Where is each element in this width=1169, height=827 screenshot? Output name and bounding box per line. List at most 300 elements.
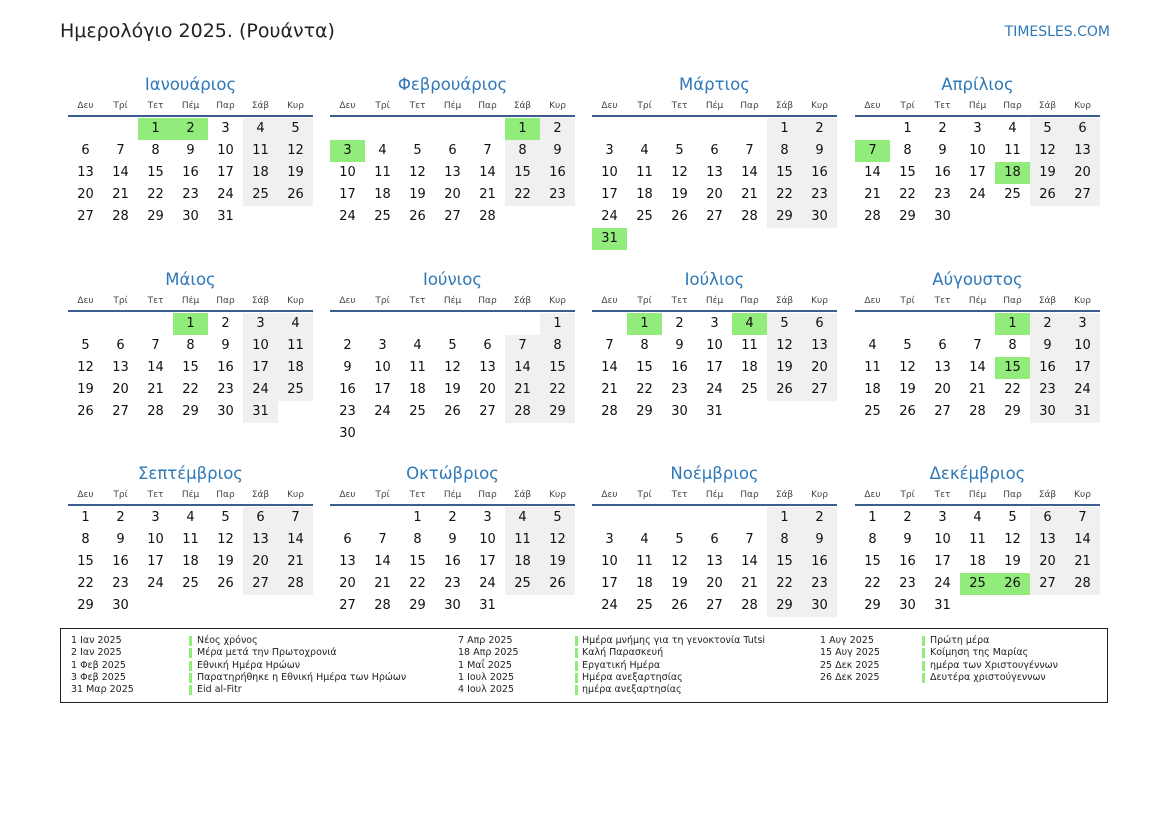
day-cell: 26: [540, 573, 575, 595]
day-cell: 3: [330, 140, 365, 162]
day-cell: 11: [636, 554, 653, 569]
legend-item: [820, 647, 1090, 659]
weekday-label: Τετ: [934, 296, 951, 306]
day-cell: 14: [741, 554, 758, 569]
day-cell: 1: [767, 507, 802, 529]
day-cell: 26: [444, 404, 461, 419]
weekday-label: Πέμ: [443, 101, 462, 111]
day-cell: 5: [413, 143, 422, 158]
day-cell: 12: [77, 360, 94, 375]
day-cell: 9: [116, 532, 125, 547]
day-cell: 4: [868, 338, 877, 353]
day-cell: 29: [767, 206, 802, 228]
day-cell: 12: [671, 165, 688, 180]
day-cell: 2: [540, 118, 575, 140]
day-cell: 9: [938, 143, 947, 158]
empty-cell: [330, 313, 365, 335]
empty-cell: [802, 401, 837, 423]
weekday-header: [592, 486, 837, 504]
day-cell: 27: [1030, 573, 1065, 595]
header-rule: [330, 115, 575, 117]
day-cell: 12: [899, 360, 916, 375]
month-name: Δεκέμβριος: [929, 464, 1026, 483]
day-cell: 22: [77, 576, 94, 591]
day-cell: 27: [934, 404, 951, 419]
empty-cell: [103, 118, 138, 140]
weekday-header: [855, 97, 1100, 115]
month-block: [68, 73, 313, 228]
holiday-marker: [922, 661, 925, 671]
day-cell: 11: [278, 335, 313, 357]
day-cell: 8: [505, 140, 540, 162]
month-name: Ιούνιος: [422, 270, 483, 289]
day-cell: 4: [378, 143, 387, 158]
day-cell: 8: [151, 143, 160, 158]
day-cell: 9: [221, 338, 230, 353]
day-cell: 20: [77, 187, 94, 202]
day-cell: 12: [1004, 532, 1021, 547]
day-cell: 24: [339, 209, 356, 224]
day-cell: 8: [640, 338, 649, 353]
day-cell: 20: [706, 576, 723, 591]
week-row: [592, 335, 837, 357]
week-row: [330, 551, 575, 573]
empty-cell: [592, 118, 627, 140]
day-cell: 13: [706, 554, 723, 569]
day-cell: 4: [243, 118, 278, 140]
day-cell: 1: [413, 510, 422, 525]
weekday-label: Παρ: [478, 296, 497, 306]
month-name: Μάιος: [165, 270, 216, 289]
day-cell: 31: [706, 404, 723, 419]
holiday-marker: [189, 673, 192, 683]
weekday-label: Δευ: [77, 490, 94, 500]
legend-column: [458, 635, 828, 696]
day-cell: 1: [173, 313, 208, 335]
day-cell: 18: [182, 554, 199, 569]
day-cell: 11: [505, 529, 540, 551]
day-cell: 26: [671, 598, 688, 613]
day-cell: 17: [339, 187, 356, 202]
day-cell: 18: [636, 187, 653, 202]
empty-cell: [330, 507, 365, 529]
day-cell: 26: [77, 404, 94, 419]
day-cell: 19: [767, 357, 802, 379]
day-cell: 28: [864, 209, 881, 224]
legend-date: 1 Αυγ 2025: [820, 635, 874, 646]
empty-cell: [995, 206, 1030, 228]
weekday-label: Πέμ: [705, 296, 724, 306]
day-cell: 12: [409, 165, 426, 180]
day-cell: 14: [374, 554, 391, 569]
week-row: [330, 162, 575, 184]
day-cell: 19: [1030, 162, 1065, 184]
day-cell: 15: [899, 165, 916, 180]
day-cell: 8: [413, 532, 422, 547]
weekday-header: [68, 97, 313, 115]
weekday-label: Τρί: [113, 101, 128, 111]
empty-cell: [103, 313, 138, 335]
day-cell: 3: [605, 143, 614, 158]
weekday-label: Σάβ: [251, 101, 270, 111]
week-row: [855, 379, 1100, 401]
month-name: Απρίλιος: [941, 75, 1014, 94]
weekday-label: Κυρ: [1074, 296, 1091, 306]
weekday-label: Παρ: [478, 101, 497, 111]
day-cell: 3: [221, 121, 230, 136]
day-cell: 9: [1030, 335, 1065, 357]
weekday-label: Παρ: [740, 296, 759, 306]
week-row: [68, 529, 313, 551]
weekday-label: Δευ: [864, 296, 881, 306]
day-cell: 6: [802, 313, 837, 335]
week-row: [592, 162, 837, 184]
day-cell: 21: [479, 187, 496, 202]
week-row: [330, 118, 575, 140]
day-cell: 10: [601, 554, 618, 569]
day-cell: 11: [1004, 143, 1021, 158]
legend-date: 31 Μαρ 2025: [71, 684, 134, 696]
day-cell: 21: [505, 379, 540, 401]
day-cell: 1: [138, 118, 173, 140]
day-cell: 23: [802, 573, 837, 595]
header-rule: [68, 504, 313, 506]
month-block: [855, 73, 1100, 228]
empty-cell: [855, 313, 890, 335]
legend-name: Ημέρα ανεξαρτησίας: [582, 671, 683, 683]
day-cell: 4: [1008, 121, 1017, 136]
day-cell: 2: [173, 118, 208, 140]
weekday-label: Σάβ: [775, 296, 794, 306]
empty-cell: [278, 401, 313, 423]
legend-date: 25 Δεκ 2025: [820, 659, 880, 671]
day-cell: 31: [592, 228, 627, 250]
week-row: [68, 335, 313, 357]
day-cell: 28: [505, 401, 540, 423]
day-cell: 23: [217, 382, 234, 397]
day-cell: 30: [112, 598, 129, 613]
day-cell: 19: [1004, 554, 1021, 569]
day-cell: 25: [636, 598, 653, 613]
weekday-label: Κυρ: [1074, 490, 1091, 500]
day-cell: 27: [112, 404, 129, 419]
day-cell: 27: [1065, 184, 1100, 206]
month-block: [592, 73, 837, 250]
day-cell: 10: [339, 165, 356, 180]
day-cell: 16: [1030, 357, 1065, 379]
empty-cell: [627, 228, 662, 250]
month-name: Ιούλιος: [684, 270, 745, 289]
day-cell: 20: [339, 576, 356, 591]
day-cell: 23: [934, 187, 951, 202]
holiday-marker: [922, 648, 925, 658]
weekday-label: Πέμ: [181, 101, 200, 111]
day-cell: 18: [409, 382, 426, 397]
day-cell: 1: [81, 510, 90, 525]
day-cell: 8: [767, 529, 802, 551]
weekday-label: Τρί: [375, 490, 390, 500]
day-cell: 26: [217, 576, 234, 591]
day-cell: 4: [278, 313, 313, 335]
week-row: [68, 118, 313, 140]
week-row: [855, 401, 1100, 423]
weekday-label: Δευ: [339, 296, 356, 306]
header-rule: [68, 115, 313, 117]
day-cell: 31: [243, 401, 278, 423]
day-cell: 29: [899, 209, 916, 224]
day-cell: 22: [767, 573, 802, 595]
day-cell: 7: [151, 338, 160, 353]
day-cell: 17: [706, 360, 723, 375]
day-cell: 20: [1065, 162, 1100, 184]
day-cell: 28: [374, 598, 391, 613]
week-row: [330, 401, 575, 423]
day-cell: 6: [710, 532, 719, 547]
day-cell: 7: [745, 532, 754, 547]
legend-item: [71, 660, 441, 672]
empty-cell: [278, 595, 313, 617]
empty-cell: [592, 507, 627, 529]
day-cell: 18: [864, 382, 881, 397]
weekday-label: Κυρ: [811, 490, 828, 500]
day-cell: 7: [855, 140, 890, 162]
legend-item: [458, 672, 828, 684]
holiday-marker: [922, 636, 925, 646]
month-block: [592, 268, 837, 423]
day-cell: 17: [934, 554, 951, 569]
day-cell: 3: [1065, 313, 1100, 335]
weekday-label: Πέμ: [705, 490, 724, 500]
day-cell: 11: [243, 140, 278, 162]
day-cell: 15: [147, 165, 164, 180]
empty-cell: [995, 595, 1030, 617]
day-cell: 9: [802, 529, 837, 551]
legend-item: [820, 672, 1090, 684]
day-cell: 27: [339, 598, 356, 613]
header-rule: [330, 504, 575, 506]
day-cell: 21: [741, 187, 758, 202]
day-cell: 30: [339, 426, 356, 441]
legend-name: Εργατική Ημέρα: [582, 659, 661, 671]
weekday-label: Σάβ: [513, 296, 532, 306]
month-block: [855, 268, 1100, 423]
day-cell: 29: [409, 598, 426, 613]
day-cell: 16: [112, 554, 129, 569]
weekday-header: [592, 97, 837, 115]
day-cell: 3: [151, 510, 160, 525]
week-row: [592, 595, 837, 617]
empty-cell: [365, 423, 400, 445]
day-cell: 13: [706, 165, 723, 180]
weekday-header: [855, 292, 1100, 310]
weekday-label: Κυρ: [287, 101, 304, 111]
weekday-label: Σάβ: [251, 490, 270, 500]
day-cell: 7: [973, 338, 982, 353]
week-row: [330, 357, 575, 379]
day-cell: 17: [374, 382, 391, 397]
weekday-label: Τετ: [671, 296, 688, 306]
weekday-label: Σάβ: [775, 490, 794, 500]
day-cell: 26: [767, 379, 802, 401]
holiday-marker: [922, 673, 925, 683]
day-cell: 17: [1065, 357, 1100, 379]
month-block: [68, 462, 313, 617]
week-row: [330, 379, 575, 401]
day-cell: 20: [1030, 551, 1065, 573]
day-cell: 11: [182, 532, 199, 547]
legend-name: Παρατηρήθηκε η Εθνική Ημέρα των Ηρώων: [197, 671, 407, 683]
week-row: [592, 206, 837, 228]
weekday-label: Παρ: [216, 296, 235, 306]
day-cell: 8: [1008, 338, 1017, 353]
legend-item: [458, 635, 828, 647]
weekday-header: [68, 486, 313, 504]
day-cell: 2: [1030, 313, 1065, 335]
day-cell: 13: [934, 360, 951, 375]
day-cell: 29: [767, 595, 802, 617]
legend-column: [820, 635, 1090, 684]
month-block: [68, 268, 313, 423]
weekday-header: [330, 292, 575, 310]
week-row: [68, 162, 313, 184]
header-rule: [855, 504, 1100, 506]
week-row: [330, 335, 575, 357]
legend-name: Ημέρα μνήμης για τη γενοκτονία Tutsi: [582, 635, 766, 646]
day-cell: 1: [903, 121, 912, 136]
day-cell: 7: [116, 143, 125, 158]
legend-item: [820, 660, 1090, 672]
weekday-label: Δευ: [77, 296, 94, 306]
weekday-label: Παρ: [1003, 490, 1022, 500]
week-row: [330, 184, 575, 206]
day-cell: 14: [741, 165, 758, 180]
day-cell: 25: [741, 382, 758, 397]
legend-date: 7 Απρ 2025: [458, 635, 513, 646]
weekday-label: Σάβ: [513, 101, 532, 111]
day-cell: 19: [278, 162, 313, 184]
empty-cell: [505, 595, 540, 617]
day-cell: 19: [540, 551, 575, 573]
day-cell: 12: [540, 529, 575, 551]
empty-cell: [208, 595, 243, 617]
day-cell: 3: [483, 510, 492, 525]
day-cell: 15: [767, 551, 802, 573]
day-cell: 25: [1004, 187, 1021, 202]
month-block: [855, 462, 1100, 617]
day-cell: 23: [671, 382, 688, 397]
header-rule: [592, 115, 837, 117]
day-cell: 25: [374, 209, 391, 224]
day-cell: 19: [217, 554, 234, 569]
day-cell: 31: [479, 598, 496, 613]
day-cell: 6: [116, 338, 125, 353]
holiday-marker: [189, 648, 192, 658]
month-block: [330, 462, 575, 617]
weekday-label: Σάβ: [513, 490, 532, 500]
day-cell: 9: [343, 360, 352, 375]
weekday-label: Πέμ: [181, 490, 200, 500]
day-cell: 9: [540, 140, 575, 162]
day-cell: 21: [601, 382, 618, 397]
day-cell: 23: [540, 184, 575, 206]
day-cell: 18: [374, 187, 391, 202]
day-cell: 26: [995, 573, 1030, 595]
empty-cell: [697, 118, 732, 140]
week-row: [68, 184, 313, 206]
legend-item: [458, 660, 828, 672]
week-row: [592, 401, 837, 423]
legend-name: Εθνική Ημέρα Ηρώων: [197, 659, 301, 671]
empty-cell: [960, 313, 995, 335]
legend-item: [71, 684, 441, 696]
day-cell: 9: [448, 532, 457, 547]
empty-cell: [365, 118, 400, 140]
empty-cell: [767, 228, 802, 250]
day-cell: 22: [147, 187, 164, 202]
empty-cell: [243, 206, 278, 228]
empty-cell: [767, 401, 802, 423]
weekday-header: [855, 486, 1100, 504]
day-cell: 28: [601, 404, 618, 419]
empty-cell: [68, 313, 103, 335]
header-rule: [68, 310, 313, 312]
legend-name: Καλή Παρασκευή: [582, 647, 664, 659]
day-cell: 30: [802, 206, 837, 228]
weekday-label: Σάβ: [251, 296, 270, 306]
day-cell: 5: [903, 338, 912, 353]
day-cell: 26: [278, 184, 313, 206]
day-cell: 1: [540, 313, 575, 335]
month-block: [592, 462, 837, 617]
day-cell: 5: [81, 338, 90, 353]
week-row: [855, 551, 1100, 573]
legend-date: 2 Ιαν 2025: [71, 647, 122, 659]
weekday-label: Σάβ: [1038, 296, 1057, 306]
weekday-label: Τρί: [900, 296, 915, 306]
weekday-label: Κυρ: [811, 101, 828, 111]
week-row: [68, 206, 313, 228]
week-row: [592, 551, 837, 573]
header-rule: [592, 504, 837, 506]
holiday-marker: [575, 685, 578, 695]
weekday-label: Τετ: [409, 101, 426, 111]
day-cell: 30: [182, 209, 199, 224]
weekday-label: Τρί: [637, 490, 652, 500]
day-cell: 3: [973, 121, 982, 136]
day-cell: 19: [409, 187, 426, 202]
day-cell: 17: [147, 554, 164, 569]
day-cell: 3: [938, 510, 947, 525]
legend-name: Eid al-Fitr: [197, 684, 242, 696]
empty-cell: [68, 118, 103, 140]
day-cell: 22: [1004, 382, 1021, 397]
empty-cell: [925, 313, 960, 335]
day-cell: 11: [864, 360, 881, 375]
day-cell: 28: [479, 209, 496, 224]
day-cell: 28: [147, 404, 164, 419]
day-cell: 14: [112, 165, 129, 180]
day-cell: 6: [81, 143, 90, 158]
empty-cell: [138, 595, 173, 617]
day-cell: 21: [864, 187, 881, 202]
weekday-label: Τετ: [147, 296, 164, 306]
day-cell: 3: [605, 532, 614, 547]
header-rule: [855, 115, 1100, 117]
brand-link[interactable]: TIMESLES.COM: [1004, 24, 1110, 40]
weekday-label: Πέμ: [968, 490, 987, 500]
day-cell: 9: [675, 338, 684, 353]
day-cell: 2: [221, 316, 230, 331]
